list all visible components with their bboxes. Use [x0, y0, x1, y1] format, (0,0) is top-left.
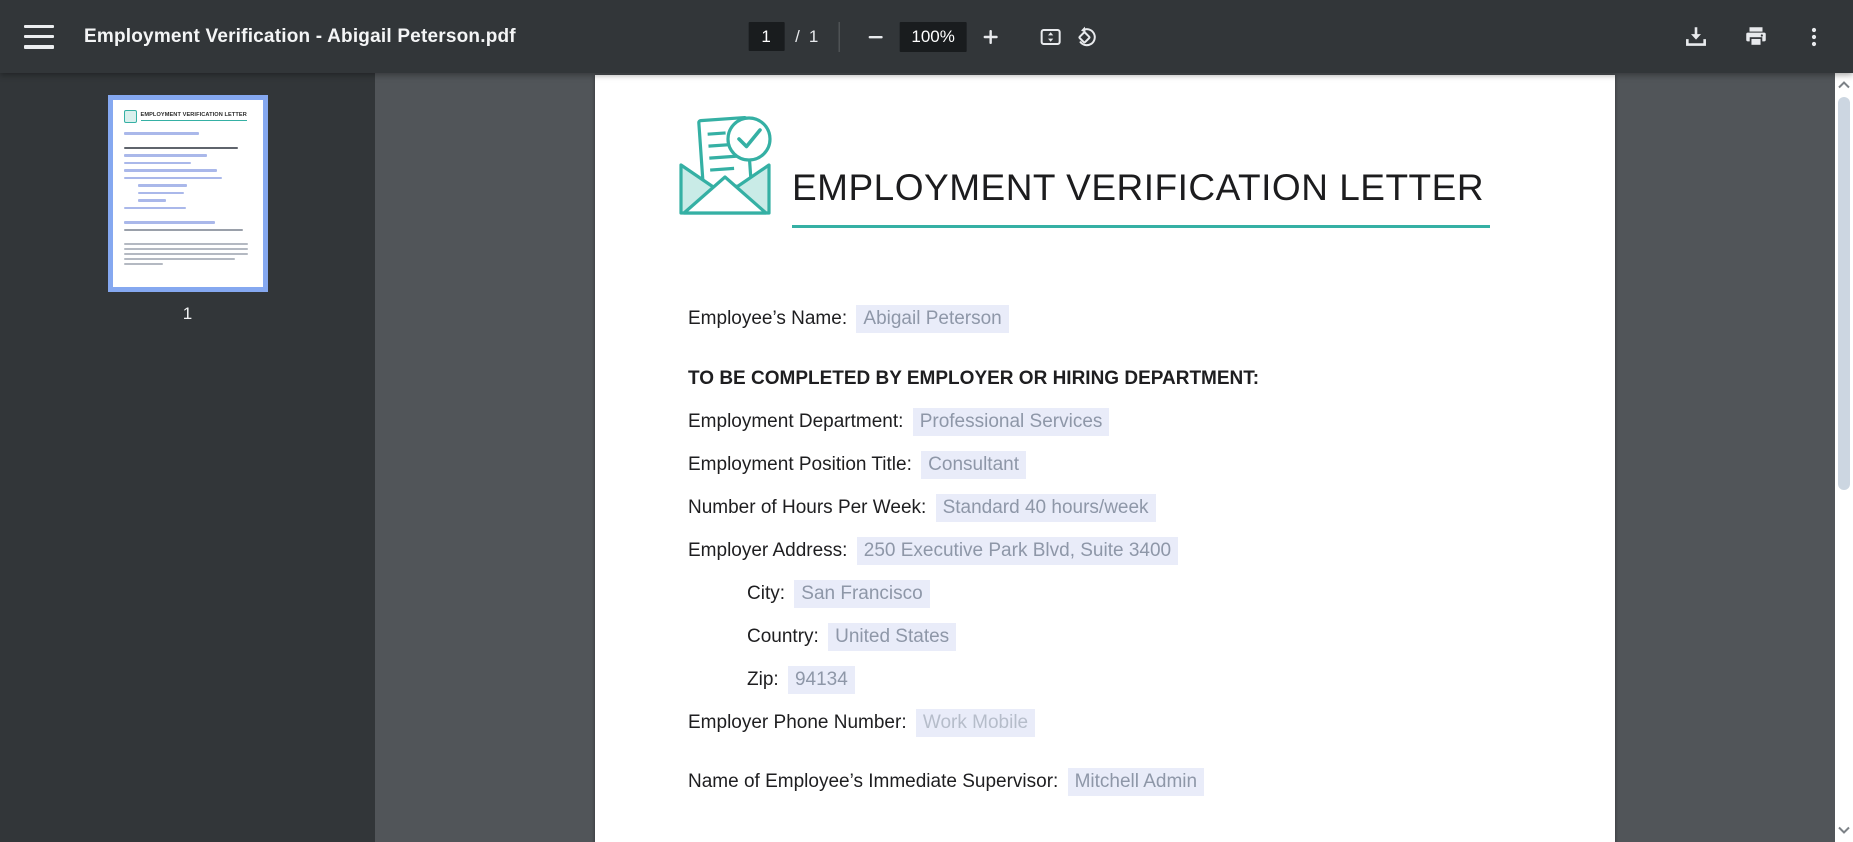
thumbnail-page-preview	[113, 100, 263, 287]
pdf-viewport	[375, 73, 1835, 842]
field-label: Employment Position Title:	[688, 454, 912, 475]
zoom-out-button[interactable]	[859, 21, 891, 53]
field-row-employee-name	[688, 305, 1259, 332]
zoom-level[interactable]: 100%	[899, 22, 966, 52]
minus-icon	[865, 27, 885, 47]
page-separator: /	[795, 26, 800, 46]
scrollbar-thumb[interactable]	[1838, 97, 1850, 490]
field-label: City:	[747, 583, 785, 604]
thumbnail-line	[124, 229, 244, 232]
section-heading: TO BE COMPLETED BY EMPLOYER OR HIRING DEPARTMENT:	[688, 368, 1260, 389]
field-label: Employment Department:	[688, 411, 904, 432]
field-label: Name of Employee’s Immediate Supervisor:	[688, 771, 1059, 792]
field-label: Employer Address:	[688, 540, 848, 561]
plus-icon	[981, 27, 1001, 47]
toolbar-right-controls	[1677, 18, 1831, 56]
page-number-input[interactable]	[748, 22, 784, 51]
print-icon	[1743, 24, 1769, 50]
document-filename: Employment Verification - Abigail Peterson.pdf	[84, 25, 516, 47]
field-label: Zip:	[747, 669, 779, 690]
rotate-ccw-button[interactable]	[1069, 19, 1105, 55]
pdf-toolbar	[0, 0, 1853, 73]
document-title: EMPLOYMENT VERIFICATION LETTER	[792, 167, 1490, 228]
thumbnail-line	[124, 243, 249, 245]
scroll-down-arrow-icon[interactable]	[1835, 820, 1853, 840]
field-value-supervisor[interactable]: Mitchell Admin	[1068, 768, 1205, 796]
field-row-zip	[688, 666, 1259, 693]
thumbnail-line	[124, 154, 207, 157]
thumbnail-line	[138, 199, 167, 202]
more-vert-icon	[1803, 25, 1825, 49]
vertical-scrollbar[interactable]	[1835, 73, 1853, 842]
thumbnail-line	[124, 177, 223, 180]
thumbnail-line	[124, 221, 215, 224]
field-value-employee-name[interactable]: Abigail Peterson	[856, 305, 1008, 333]
thumbnail-line	[124, 132, 199, 135]
zoom-in-button[interactable]	[975, 21, 1007, 53]
field-value-employer-phone[interactable]: Work Mobile	[916, 709, 1035, 737]
field-value-zip[interactable]: 94134	[788, 666, 855, 694]
thumbnail-line	[124, 207, 186, 210]
print-button[interactable]	[1737, 18, 1775, 56]
thumbnail-line	[124, 253, 249, 255]
field-row-department	[688, 408, 1259, 435]
field-row-employer-phone	[688, 709, 1259, 736]
form-fields	[688, 305, 1259, 811]
thumbnail-line	[124, 258, 236, 260]
field-row-position-title	[688, 451, 1259, 478]
menu-icon[interactable]	[24, 25, 54, 49]
thumbnail-line	[138, 192, 185, 195]
thumbnail-page-number: 1	[182, 304, 193, 323]
field-row-country	[688, 623, 1259, 650]
field-value-hours-per-week[interactable]: Standard 40 hours/week	[936, 494, 1156, 522]
thumbnail-logo-icon	[124, 110, 137, 123]
viewer-content	[0, 73, 1853, 842]
scroll-up-arrow-icon[interactable]	[1835, 75, 1853, 95]
field-row-employer-address	[688, 537, 1259, 564]
thumbnail-line	[124, 263, 163, 265]
field-label: Country:	[747, 626, 819, 647]
fit-to-page-icon	[1039, 25, 1063, 49]
field-label: Employee’s Name:	[688, 308, 848, 329]
field-row-supervisor	[688, 768, 1259, 795]
page-total: 1	[808, 26, 819, 46]
field-value-employer-address[interactable]: 250 Executive Park Blvd, Suite 3400	[857, 537, 1178, 565]
page-thumbnail[interactable]	[108, 95, 268, 292]
thumbnail-line	[138, 184, 187, 187]
field-label: Number of Hours Per Week:	[688, 497, 927, 518]
field-label: Employer Phone Number:	[688, 712, 907, 733]
toolbar-divider	[838, 22, 839, 52]
field-value-city[interactable]: San Francisco	[794, 580, 929, 608]
thumbnail-line	[124, 248, 249, 250]
field-value-department[interactable]: Professional Services	[913, 408, 1110, 436]
envelope-check-logo-icon	[673, 109, 777, 217]
thumbnail-title: EMPLOYMENT VERIFICATION LETTER	[141, 112, 247, 121]
field-row-hours-per-week	[688, 494, 1259, 521]
thumbnail-line	[124, 169, 218, 172]
download-icon	[1683, 24, 1709, 50]
thumbnail-sidebar	[0, 73, 375, 842]
more-options-button[interactable]	[1797, 19, 1831, 55]
toolbar-center-controls	[748, 0, 1105, 73]
rotate-ccw-icon	[1075, 25, 1099, 49]
fit-to-page-button[interactable]	[1033, 19, 1069, 55]
thumbnail-line	[124, 147, 238, 150]
field-value-country[interactable]: United States	[828, 623, 956, 651]
field-value-position-title[interactable]: Consultant	[921, 451, 1026, 479]
field-row-city	[688, 580, 1259, 607]
download-button[interactable]	[1677, 18, 1715, 56]
thumbnail-line	[124, 162, 192, 165]
pdf-page	[595, 75, 1615, 842]
